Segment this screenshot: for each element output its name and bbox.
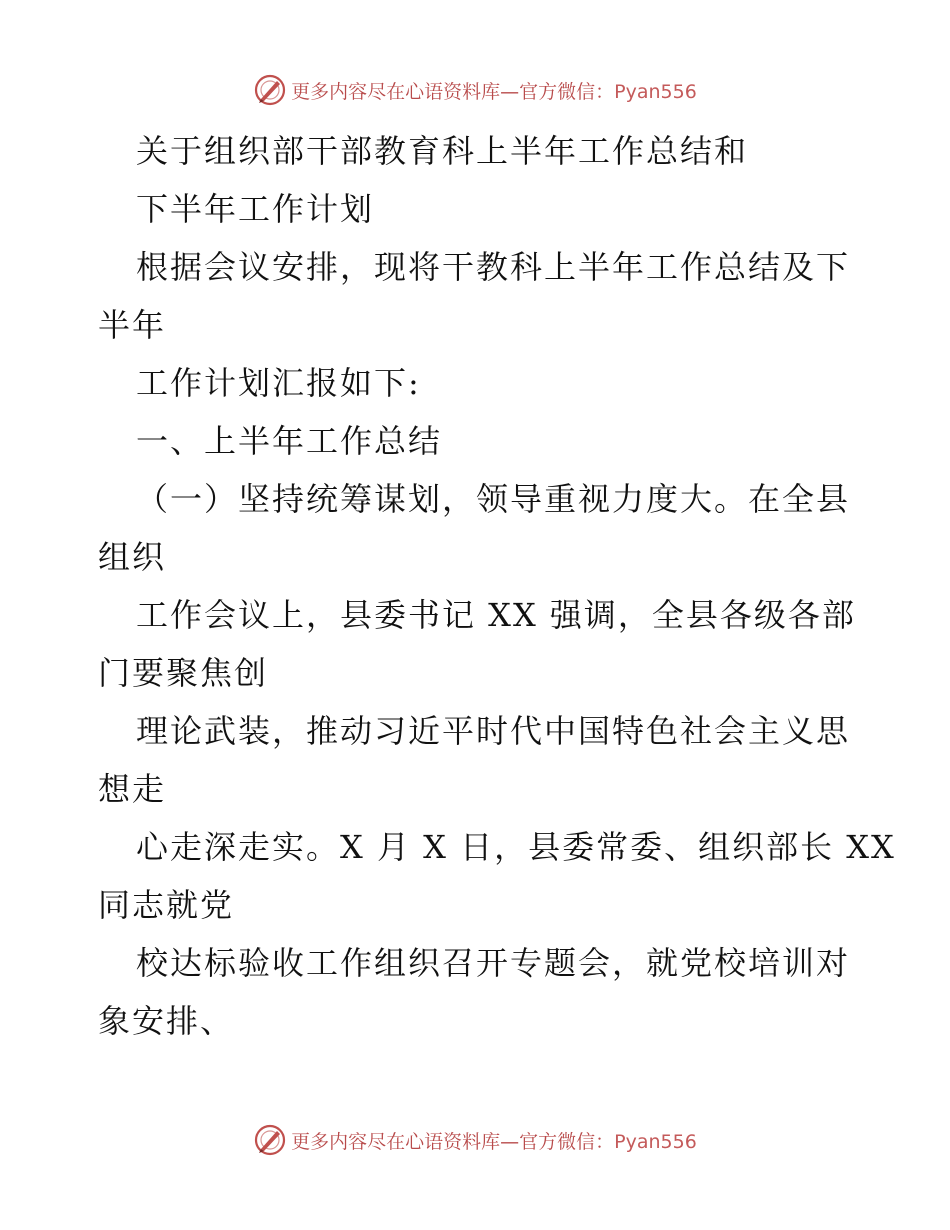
text-line: 同志就党 xyxy=(98,886,235,924)
text-line: （一）坚持统筹谋划，领导重视力度大。在全县 xyxy=(136,480,851,518)
wechat-id: Pyan556 xyxy=(614,80,697,103)
text-line: 工作计划汇报如下: xyxy=(136,364,421,402)
text-line: 理论武装，推动习近平时代中国特色社会主义思 xyxy=(136,712,851,750)
watermark-text: 更多内容尽在心语资料库—官方微信：Pyan556 xyxy=(291,1130,697,1153)
text-line: 象安排、 xyxy=(98,1002,235,1040)
quill-logo-icon xyxy=(253,1123,287,1157)
text-line: 门要聚焦创 xyxy=(98,654,269,692)
quill-logo-icon xyxy=(253,73,287,107)
text-line: 关于组织部干部教育科上半年工作总结和 xyxy=(136,132,749,170)
text-line: 校达标验收工作组织召开专题会，就党校培训对 xyxy=(136,944,851,982)
text-line: 组织 xyxy=(98,538,167,576)
header-watermark xyxy=(0,70,950,110)
text-line: 心走深走实。X 月 X 日，县委常委、组织部长 XX xyxy=(136,828,896,866)
text-line: 想走 xyxy=(98,770,167,808)
document-body xyxy=(98,122,896,1050)
text-line: 一、上半年工作总结 xyxy=(136,422,443,460)
text-line: 工作会议上，县委书记 XX 强调，全县各级各部 xyxy=(136,596,856,634)
text-line: 下半年工作计划 xyxy=(136,190,375,228)
wechat-id: Pyan556 xyxy=(614,1130,697,1153)
watermark-text: 更多内容尽在心语资料库—官方微信：Pyan556 xyxy=(291,80,697,103)
footer-watermark xyxy=(0,1120,950,1160)
text-line: 半年 xyxy=(98,306,167,344)
text-line: 根据会议安排，现将干教科上半年工作总结及下 xyxy=(136,248,851,286)
